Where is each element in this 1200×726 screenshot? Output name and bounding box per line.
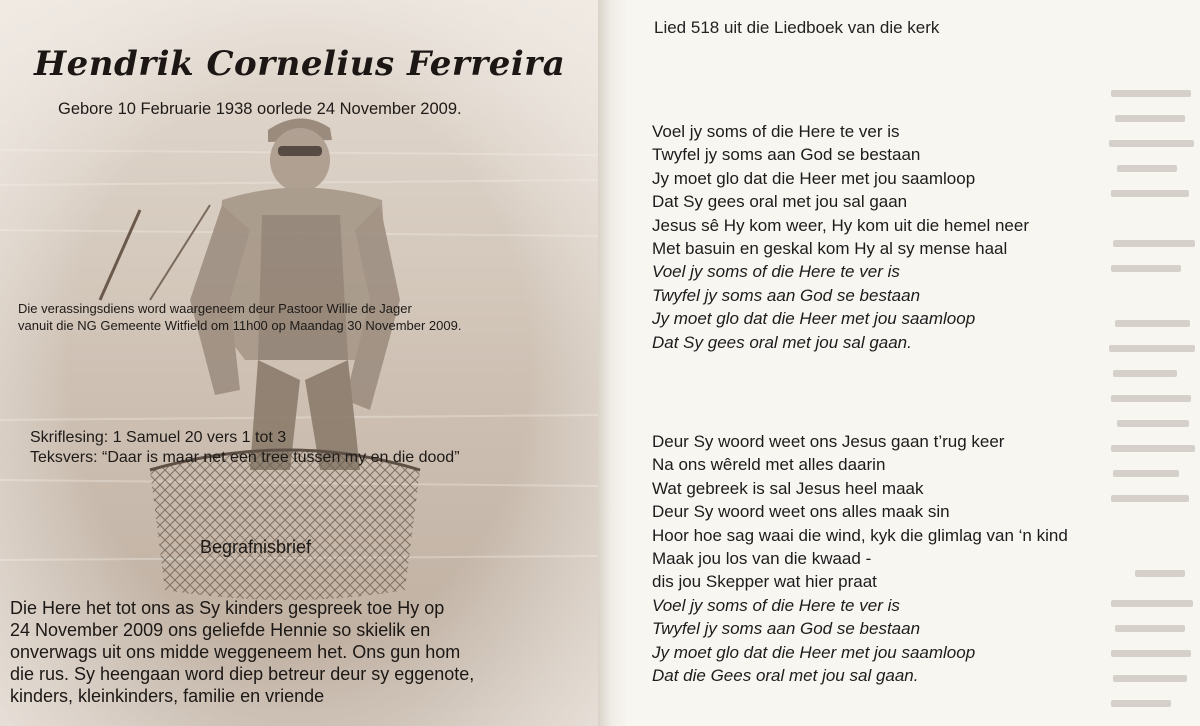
hymn-line: dis jou Skepper wat hier praat [652,572,877,592]
hymn-line: Maak jou los van die kwaad - [652,549,872,569]
letter-line: kinders, kleinkinders, familie en vriende [10,686,325,706]
hymn-line: Dat Sy gees oral met jou sal gaan [652,192,908,212]
letter-line: die rus. Sy heengaan word diep betreur deur sy eggenote, [10,664,475,684]
hymn-line: Voel jy soms of die Here te ver is [652,122,900,141]
refrain-line: Jy moet glo dat die Heer met jou saamloop [652,309,976,329]
refrain-line: Jy moet glo dat die Heer met jou saamloop [652,642,976,662]
service-line: vanuit die NG Gemeente Witfield om 11h00 op Maandag 30 November 2009. [18,318,462,333]
refrain-line: Voel jy soms of die Here te ver is [652,595,900,615]
text-verse: Teksvers: “Daar is maar net een tree tussen my en die dood” [30,449,460,466]
hymn-line: Wat gebreek is sal Jesus heel maak [652,478,924,498]
cover-panel [0,0,598,726]
letter-line: onverwags uit ons midde weggeneem het. Ons gun hom [10,642,461,662]
refrain-line: Twyfel jy soms aan God se bestaan [652,285,921,305]
hymn-stanza-2 [652,430,1068,687]
hymn-line: Na ons wêreld met alles daarin [652,455,886,475]
hymn-line: Met basuin en geskal kom Hy al sy mense haal [652,239,1008,259]
deceased-name: Hendrik Cornelius Ferreira [34,44,566,84]
hymn-line: Deur Sy woord weet ons Jesus gaan t’rug keer [652,432,1005,451]
page-fold [598,0,626,726]
service-line: Die verassingsdiens word waargeneem deur Pastoor Willie de Jager [18,301,412,316]
refrain-line: Twyfel jy soms aan God se bestaan [652,619,921,639]
service-details [18,300,461,334]
scripture-reading: Skriflesing: 1 Samuel 20 vers 1 tot 3 [30,429,287,446]
life-dates: Gebore 10 Februarie 1938 oorlede 24 November 2009. [58,100,462,118]
refrain-line: Voel jy soms of die Here te ver is [652,262,900,282]
refrain-line: Dat Sy gees oral met jou sal gaan. [652,332,912,352]
hymn-line: Jesus sê Hy kom weer, Hy kom uit die hemel neer [652,215,1029,235]
hymn-line: Jy moet glo dat die Heer met jou saamloop [652,168,976,188]
hymn-title: Lied 518 uit die Liedboek van die kerk [654,18,940,37]
hymn-stanza-1 [652,120,1029,354]
hymn-line: Deur Sy woord weet ons alles maak sin [652,502,950,522]
hymn-line: Twyfel jy soms aan God se bestaan [652,145,921,165]
hymn-panel [626,0,1200,726]
letter-line: 24 November 2009 ons geliefde Hennie so skielik en [10,620,431,640]
cover-text [0,0,598,726]
refrain-line: Dat die Gees oral met jou sal gaan. [652,666,919,686]
letter-heading: Begrafnisbrief [200,537,312,557]
letter-line: Die Here het tot ons as Sy kinders gespreek toe Hy op [10,598,445,618]
scripture-block [30,428,460,468]
show-through-text [1105,70,1200,726]
hymn-line: Hoor hoe sag waai die wind, kyk die glimlag van ‘n kind [652,525,1068,545]
letter-body [10,597,570,707]
